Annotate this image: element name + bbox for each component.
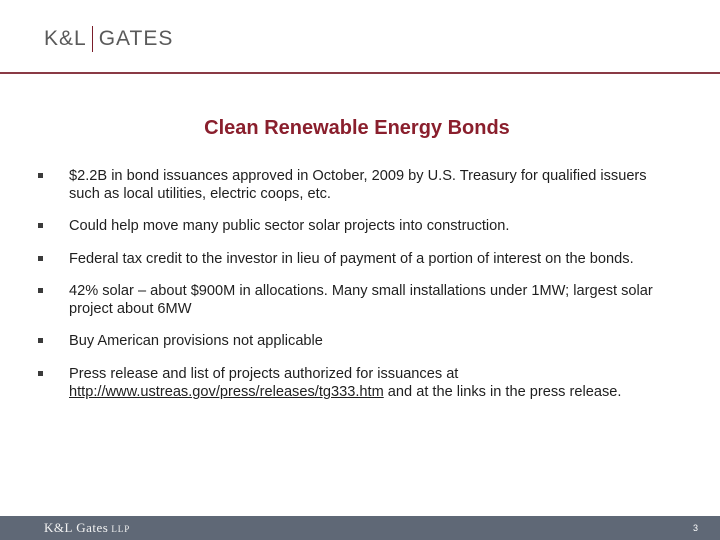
- logo-divider: [92, 26, 93, 52]
- footer-logo: [44, 520, 130, 536]
- slide-title: Clean Renewable Energy Bonds: [204, 117, 510, 139]
- bullet-text: Press release and list of projects authorized for issuances at: [69, 366, 459, 382]
- bullet-text-after: and at the links in the press release.: [387, 384, 622, 400]
- footer-logo-text: K&L Gates: [44, 520, 109, 535]
- bullet-square-icon: [38, 371, 43, 376]
- page-number: 3: [692, 523, 698, 533]
- bullet-square-icon: [38, 288, 43, 293]
- footer-logo-llp: LLP: [111, 524, 131, 534]
- logo-left-text: K&L: [44, 27, 87, 50]
- bullet-text: Buy American provisions not applicable: [69, 333, 323, 349]
- bullet-item: [38, 282, 678, 318]
- bullet-text: Federal tax credit to the investor in lieu of payment of a portion of interest on the bonds.: [69, 251, 634, 267]
- header-rule: [0, 72, 720, 74]
- bullet-text: $2.2B in bond issuances approved in October, 2009 by U.S. Treasury for qualified issuers such as local utilities, electric coops, etc.: [69, 168, 647, 202]
- bullet-item: [38, 365, 678, 401]
- bullet-item: [38, 167, 678, 203]
- press-release-link[interactable]: http://www.ustreas.gov/press/releases/tg333.htm: [69, 384, 384, 400]
- bullet-square-icon: [38, 223, 43, 228]
- bullet-square-icon: [38, 173, 43, 178]
- bullet-item: [38, 250, 678, 268]
- bullet-item: [38, 332, 678, 350]
- logo-right-text: GATES: [98, 27, 174, 50]
- bullet-text: 42% solar – about $900M in allocations. Many small installations under 1MW; largest solar project about 6MW: [69, 283, 653, 317]
- bullet-square-icon: [38, 338, 43, 343]
- firm-logo: [44, 26, 173, 52]
- bullet-list: [38, 167, 678, 401]
- bullet-item: [38, 217, 678, 235]
- footer-bar: [0, 516, 720, 540]
- bullet-text: Could help move many public sector solar projects into construction.: [69, 218, 510, 234]
- bullet-square-icon: [38, 256, 43, 261]
